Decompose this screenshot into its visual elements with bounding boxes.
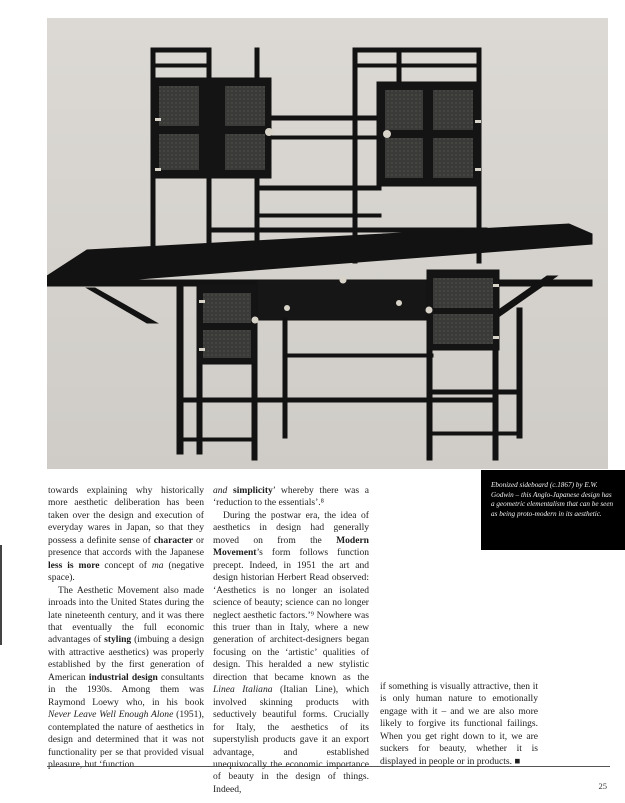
term-linea-italiana: Linea Italiana [213, 684, 273, 696]
caption-text: Ebonized sideboard (c.1867) by E.W. Godwin – this Anglo-Japanese design has a geometric elementalism that can be seen as being proto-modern in its aesthetic. [491, 481, 614, 518]
text-column-3 [380, 681, 538, 768]
book-title: Never Leave Well Enough Alone [48, 709, 174, 721]
term-modern-movement: Modern Movement [213, 534, 369, 559]
paragraph: During the postwar era, the idea of aesthetics in design had generally moved on from the Modern Movement’s form follows function precept. Indeed, in 1951 the art and design historian Herbert Read observed: ‘Aesthetics is no longer an isolated science of beauty; science can no longer neglect aesthetic factors.’⁹ Nowhere was this truer than in Italy, where a new generation of architect-designers began focusing on the ‘artistic’ qualities of design. This heralded a new stylistic direction that became known as the Linea Italiana (Italian Line), which involved skinning products with seductively beautiful forms. Crucially for Italy, the aesthetics of its superstylish products gave it an export advantage, and established unequivocally the economic importance of beauty in the design of things. Indeed, [213, 509, 369, 795]
term-industrial-design: industrial design [88, 671, 158, 683]
paragraph: The Aesthetic Movement also made inroads into the United States during the late nineteenth century, and it was there that eventually the full economic advantages of styling (imbuing a design with attractive aesthetics) was properly established by the first generation of American industrial design consultants in the 1930s. Among them was Raymond Loewy who, in his book Never Leave Well Enough Alone (1951), contemplated the nature of aesthetics in design and determined that it was not functionality per se that provided visual pleasure, but ‘function [48, 584, 204, 770]
paragraph: if something is visually attractive, then it is only human nature to emotionally engage with it – and we are also more likely to forgive its functional failings. When you get right down to it, we are suckers for beauty, whether it is displayed in people or in products. ■ [380, 681, 538, 767]
text-column-2 [213, 485, 369, 796]
page-number: 25 [598, 781, 607, 791]
binding-mark [0, 545, 2, 645]
paragraph: and simplicity’ whereby there was a ‘reduction to the essentials’.⁸ [213, 485, 369, 509]
footer-rule [47, 766, 610, 767]
term-simplicity: simplicity [233, 485, 273, 496]
sideboard-photo [47, 18, 608, 469]
term-character: character [153, 534, 194, 546]
term-less-is-more: less is more [48, 559, 100, 571]
sideboard-illustration [47, 18, 608, 469]
text-column-1 [48, 485, 204, 771]
end-mark: ■ [514, 755, 521, 767]
image-caption [481, 470, 625, 550]
term-styling: styling [104, 634, 132, 646]
paragraph: towards explaining why historically more aesthetic deliberation has been taken over the design and execution of everyday wares in Japan, so that they possess a definite sense of character or presence that accords with the Japanese less is more concept of ma (negative space). [48, 485, 205, 584]
